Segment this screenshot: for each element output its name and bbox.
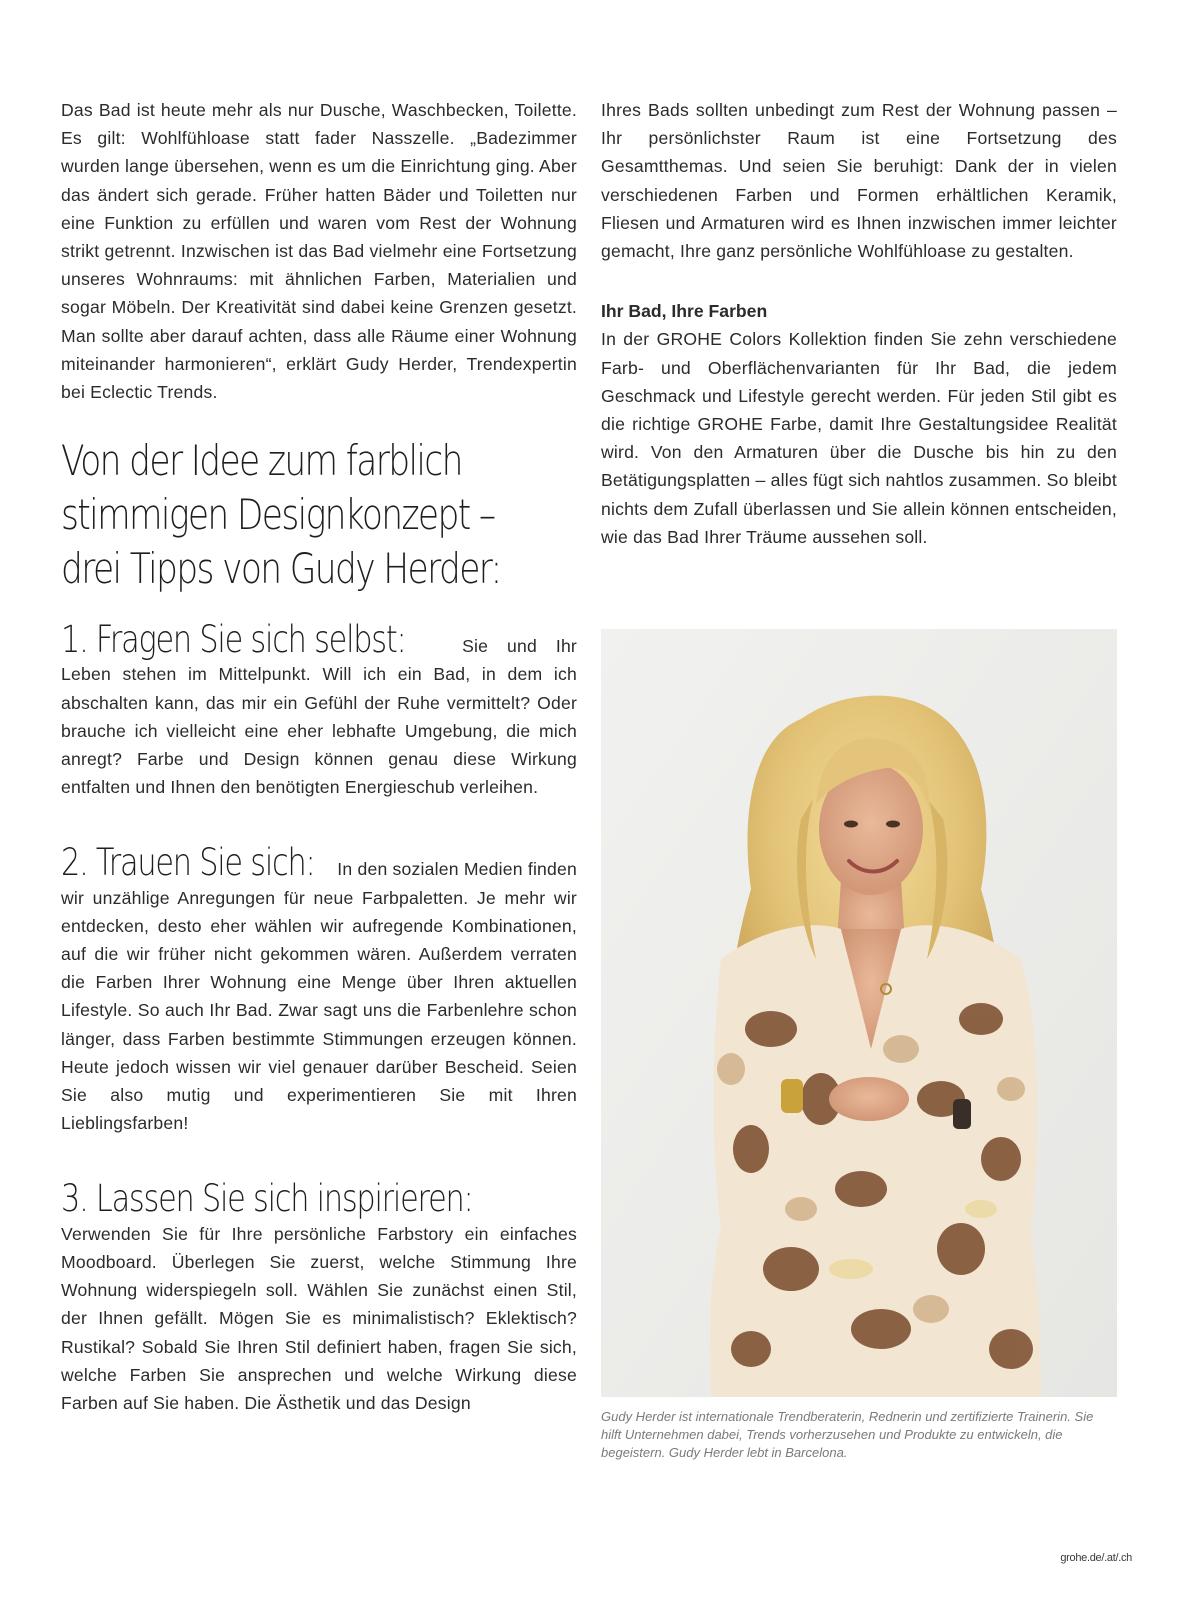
tip-3-heading: 3. Lassen Sie sich inspirieren: <box>61 1177 473 1221</box>
tip-1-text: Sie und Ihr Leben stehen im Mittelpunkt. Will ich ein Bad, in dem ich abschalten kann, das mir ein Gefühl der Ruhe vermittelt? Oder brauche ich vielleicht eine eher lebhafte Umgebung, die mich anregt? Farbe und Design können genau diese Wirkung entfalten und Ihnen den benötigten Energieschub verleihen. <box>61 636 577 798</box>
section-paragraph: In der GROHE Colors Kollektion finden Sie zehn verschiedene Farb- und Oberflächenvarianten für Ihr Bad, die jedem Geschmack und Lifestyle gerecht werden. Für jeden Stil gibt es die richtige GROHE Farbe, damit Ihre Gestaltungsidee Realität wird. Von den Armaturen über die Dusche bis hin zu den Betätigungsplatten – alles fügt sich nahtlos zusammen. So bleibt nichts dem Zufall überlassen und Sie allein können entscheiden, wie das Bad Ihrer Träume aussehen soll. <box>601 329 1117 547</box>
tip-3 <box>61 1177 577 1417</box>
section-title: Ihr Bad, Ihre Farben <box>601 301 768 322</box>
right-column <box>601 96 1117 551</box>
photo-caption: Gudy Herder ist internationale Trendberaterin, Rednerin und zertifizierte Trainerin. Sie hilft Unternehmen dabei, Trends vorherzusehen und Produkte zu entwickeln, die begeistern. Gudy Herder lebt in Barcelona. <box>601 1409 1094 1460</box>
headline: Von der Idee zum farblich stimmigen Designkonzept – drei Tipps von Gudy Herder: <box>61 436 501 594</box>
footer-url: grohe.de/.at/.ch <box>1060 1552 1132 1564</box>
intro-paragraph: Das Bad ist heute mehr als nur Dusche, Waschbecken, Toilette. Es gilt: Wohlfühloase statt fader Nasszelle. „Badezimmer wurden lange übersehen, wenn es um die Einrichtung ging. Aber das ändert sich gerade. Früher hatten Bäder und Toiletten nur eine Funktion zu erfüllen und waren vom Rest der Wohnung strikt getrennt. Inzwischen ist das Bad vielmehr eine Fortsetzung unseres Wohnraums: mit ähnlichen Farben, Materialien und sogar Möbeln. Der Kreativität sind dabei keine Grenzen gesetzt. Man sollte aber darauf achten, dass alle Räume einer Wohnung miteinander harmonieren“, erklärt Gudy Herder, Trendexpertin bei Eclectic Trends. <box>61 100 577 403</box>
left-column <box>61 96 577 1417</box>
tip-1-heading: 1. Fragen Sie sich selbst: <box>61 618 406 662</box>
right-intro-paragraph: Ihres Bads sollten unbedingt zum Rest der Wohnung passen – Ihr persönlichster Raum ist eine Fortsetzung des Gesamtthemas. Und seien Sie beruhigt: Dank der in vielen verschiedenen Farben und Formen erhältlichen Keramik, Fliesen und Armaturen wird es Ihnen inzwischen immer leichter gemacht, Ihre ganz persönliche Wohlfühloase zu gestalten. <box>601 100 1117 262</box>
portrait-illustration <box>601 629 1117 1397</box>
tip-2-heading: 2. Trauen Sie sich: <box>61 841 315 885</box>
portrait-photo <box>601 629 1117 1397</box>
tip-1 <box>61 618 577 801</box>
tip-2-text: In den sozialen Medien finden wir unzählige Anregungen für neue Farbpaletten. Je mehr wir entdecken, desto eher wählen wir aufregende Kombinationen, auf die wir früher nicht gekommen wären. Außerdem verraten die Farben Ihrer Wohnung eine Menge über Ihren aktuellen Lifestyle. So auch Ihr Bad. Zwar sagt uns die Farbenlehre schon länger, dass Farben bestimmte Stimmungen erzeugen können. Heute jedoch wissen wir viel genauer darüber Bescheid. Seien Sie also mutig und experimentieren Sie mit Ihren Lieblingsfarben! <box>61 859 577 1134</box>
tip-3-text: Verwenden Sie für Ihre persönliche Farbstory ein einfaches Moodboard. Überlegen Sie zuerst, welche Stimmung Ihre Wohnung widerspiegeln soll. Wählen Sie zunächst einen Stil, der Ihnen gefällt. Mögen Sie es minimalistisch? Eklektisch? Rustikal? Sobald Sie Ihren Stil definiert haben, fragen Sie sich, welche Farben Sie ansprechen und welche Wirkung diese Farben auf Sie haben. Die Ästhetik und das Design <box>61 1223 577 1413</box>
tip-2 <box>61 841 577 1137</box>
